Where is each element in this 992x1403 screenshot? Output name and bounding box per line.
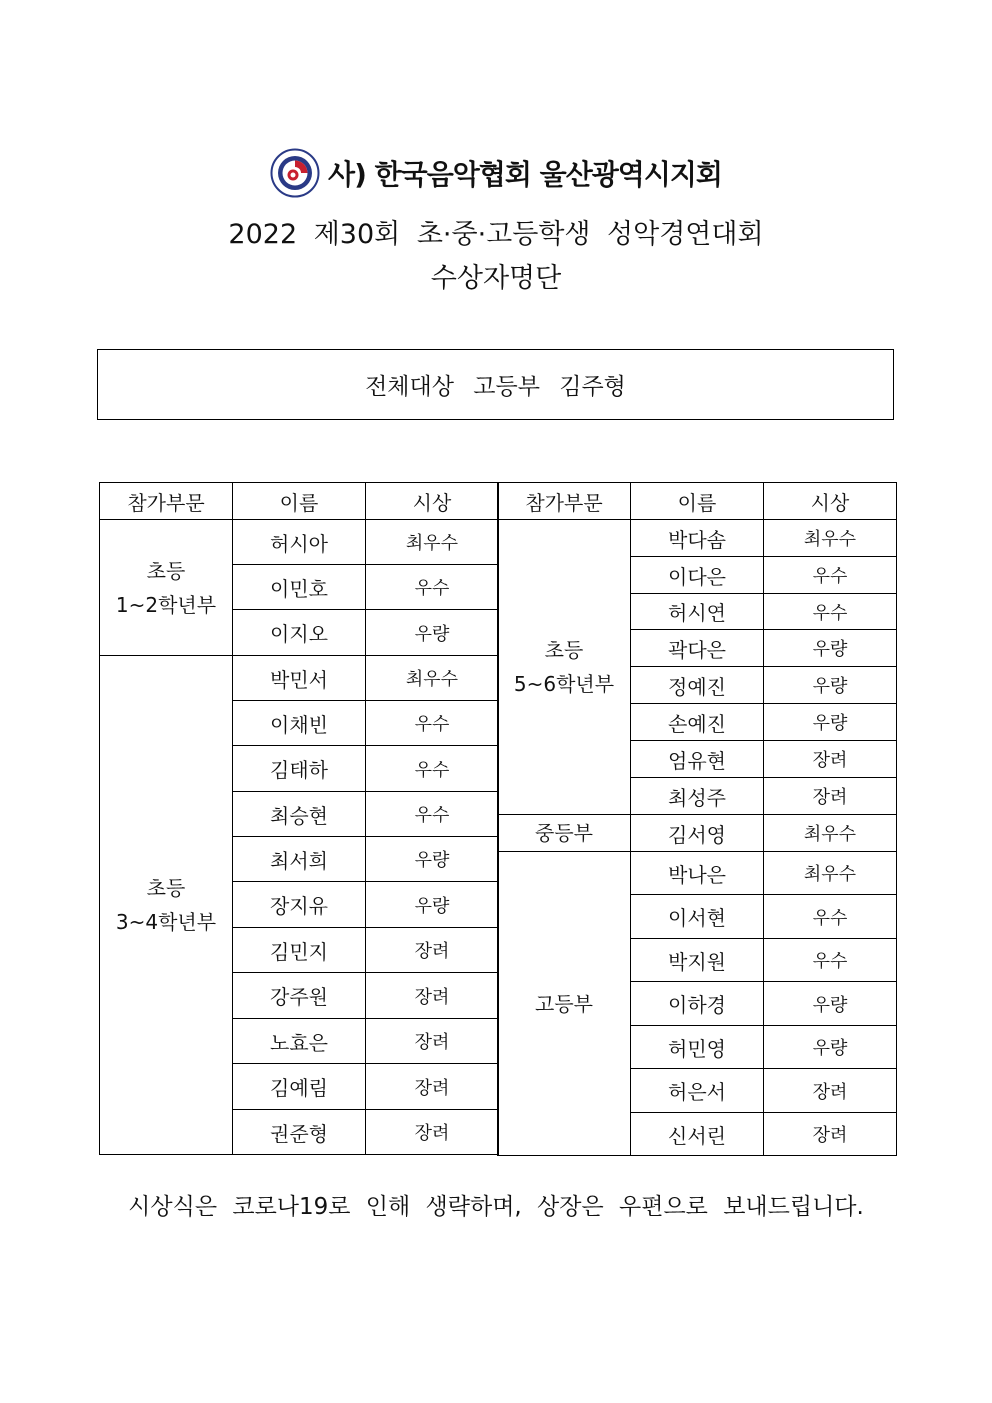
winner-award: 최우수 — [366, 656, 499, 701]
winner-award: 우량 — [764, 1026, 897, 1069]
winner-award: 우수 — [764, 557, 897, 594]
winner-name: 최승현 — [233, 792, 366, 837]
winner-award: 우수 — [764, 594, 897, 630]
category-elementary-5-6 — [498, 520, 631, 815]
winner-name: 권준형 — [233, 1110, 366, 1155]
winner-name: 곽다은 — [631, 630, 764, 667]
winner-name: 이지오 — [233, 610, 366, 656]
table-header-row — [100, 483, 499, 520]
category-line: 5~6학년부 — [513, 672, 615, 696]
winner-award: 최우수 — [764, 520, 897, 557]
winner-award: 우량 — [764, 630, 897, 667]
winner-name: 엄유현 — [631, 741, 764, 778]
header-name: 이름 — [631, 483, 764, 520]
winner-award: 장려 — [366, 973, 499, 1019]
winner-name: 김민지 — [233, 928, 366, 973]
winner-name: 김태하 — [233, 746, 366, 792]
category-line: 초등 — [146, 558, 186, 583]
category-middle-school: 중등부 — [498, 815, 631, 852]
table-header-row — [498, 483, 897, 520]
category-line: 초등 — [146, 876, 186, 900]
winner-name: 허은서 — [631, 1069, 764, 1113]
header-category: 참가부문 — [498, 483, 631, 520]
winner-name: 박다솜 — [631, 520, 764, 557]
winner-name: 박나은 — [631, 852, 764, 895]
winner-award: 장려 — [366, 1064, 499, 1110]
footer-notice: 시상식은 코로나19로 인해 생략하며, 상장은 우편으로 보내드립니다. — [128, 1194, 864, 1220]
winner-name: 이민호 — [233, 565, 366, 610]
winner-award: 우수 — [764, 895, 897, 939]
organization-header — [0, 148, 992, 198]
winner-name: 정예진 — [631, 667, 764, 704]
winner-award: 우량 — [764, 667, 897, 704]
winner-name: 손예진 — [631, 704, 764, 741]
table-row — [498, 520, 897, 557]
winner-name: 신서린 — [631, 1113, 764, 1156]
header-category: 참가부문 — [100, 483, 233, 520]
winner-name: 노효은 — [233, 1019, 366, 1064]
winner-award: 우량 — [764, 704, 897, 741]
winner-name: 김서영 — [631, 815, 764, 852]
category-high-school: 고등부 — [498, 852, 631, 1156]
winner-award: 우수 — [764, 939, 897, 982]
header-name: 이름 — [233, 483, 366, 520]
category-line: 초등 — [544, 638, 584, 662]
organization-name: 사) 한국음악협회 울산광역시지회 — [328, 158, 722, 191]
winner-award: 우량 — [764, 982, 897, 1026]
winner-name: 김예림 — [233, 1064, 366, 1110]
winner-award: 장려 — [366, 1019, 499, 1064]
winner-award: 우량 — [366, 610, 499, 656]
winner-name: 이하경 — [631, 982, 764, 1026]
table-row — [100, 656, 499, 701]
winner-award: 장려 — [366, 1110, 499, 1155]
winner-award: 최우수 — [366, 520, 499, 565]
category-elementary-1-2 — [100, 520, 233, 656]
winner-award: 우수 — [366, 565, 499, 610]
winner-award: 우수 — [366, 792, 499, 837]
winner-award: 우량 — [366, 882, 499, 928]
grand-prize-box: 전체대상 고등부 김주형 — [97, 349, 894, 420]
winner-name: 허시아 — [233, 520, 366, 565]
winner-name: 허시연 — [631, 594, 764, 630]
category-elementary-3-4 — [100, 656, 233, 1155]
winner-award: 우량 — [366, 837, 499, 882]
winner-award: 우수 — [366, 746, 499, 792]
header-award: 시상 — [366, 483, 499, 520]
winner-award: 최우수 — [764, 852, 897, 895]
winner-award: 장려 — [764, 1113, 897, 1156]
winner-name: 허민영 — [631, 1026, 764, 1069]
winner-award: 최우수 — [764, 815, 897, 852]
left-awards-table — [99, 482, 499, 1155]
winner-name: 최서희 — [233, 837, 366, 882]
winners-list-title: 수상자명단 — [430, 263, 562, 294]
winner-name: 이서현 — [631, 895, 764, 939]
winner-name: 최성주 — [631, 778, 764, 815]
winner-name: 이다은 — [631, 557, 764, 594]
category-line: 1~2학년부 — [115, 592, 217, 617]
table-row — [498, 815, 897, 852]
winner-award: 장려 — [764, 1069, 897, 1113]
winner-award: 장려 — [764, 778, 897, 815]
winner-award: 장려 — [764, 741, 897, 778]
table-row — [100, 520, 499, 565]
winner-name: 강주원 — [233, 973, 366, 1019]
winner-name: 이채빈 — [233, 701, 366, 746]
winner-award: 우수 — [366, 701, 499, 746]
table-row — [498, 852, 897, 895]
header-award: 시상 — [764, 483, 897, 520]
category-line: 3~4학년부 — [115, 910, 217, 934]
winner-name: 박지원 — [631, 939, 764, 982]
association-logo-icon — [270, 148, 320, 198]
winner-name: 박민서 — [233, 656, 366, 701]
winner-award: 장려 — [366, 928, 499, 973]
right-awards-table — [497, 482, 897, 1156]
contest-title: 2022 제30회 초·중·고등학생 성악경연대회 — [228, 219, 764, 250]
winner-name: 장지유 — [233, 882, 366, 928]
